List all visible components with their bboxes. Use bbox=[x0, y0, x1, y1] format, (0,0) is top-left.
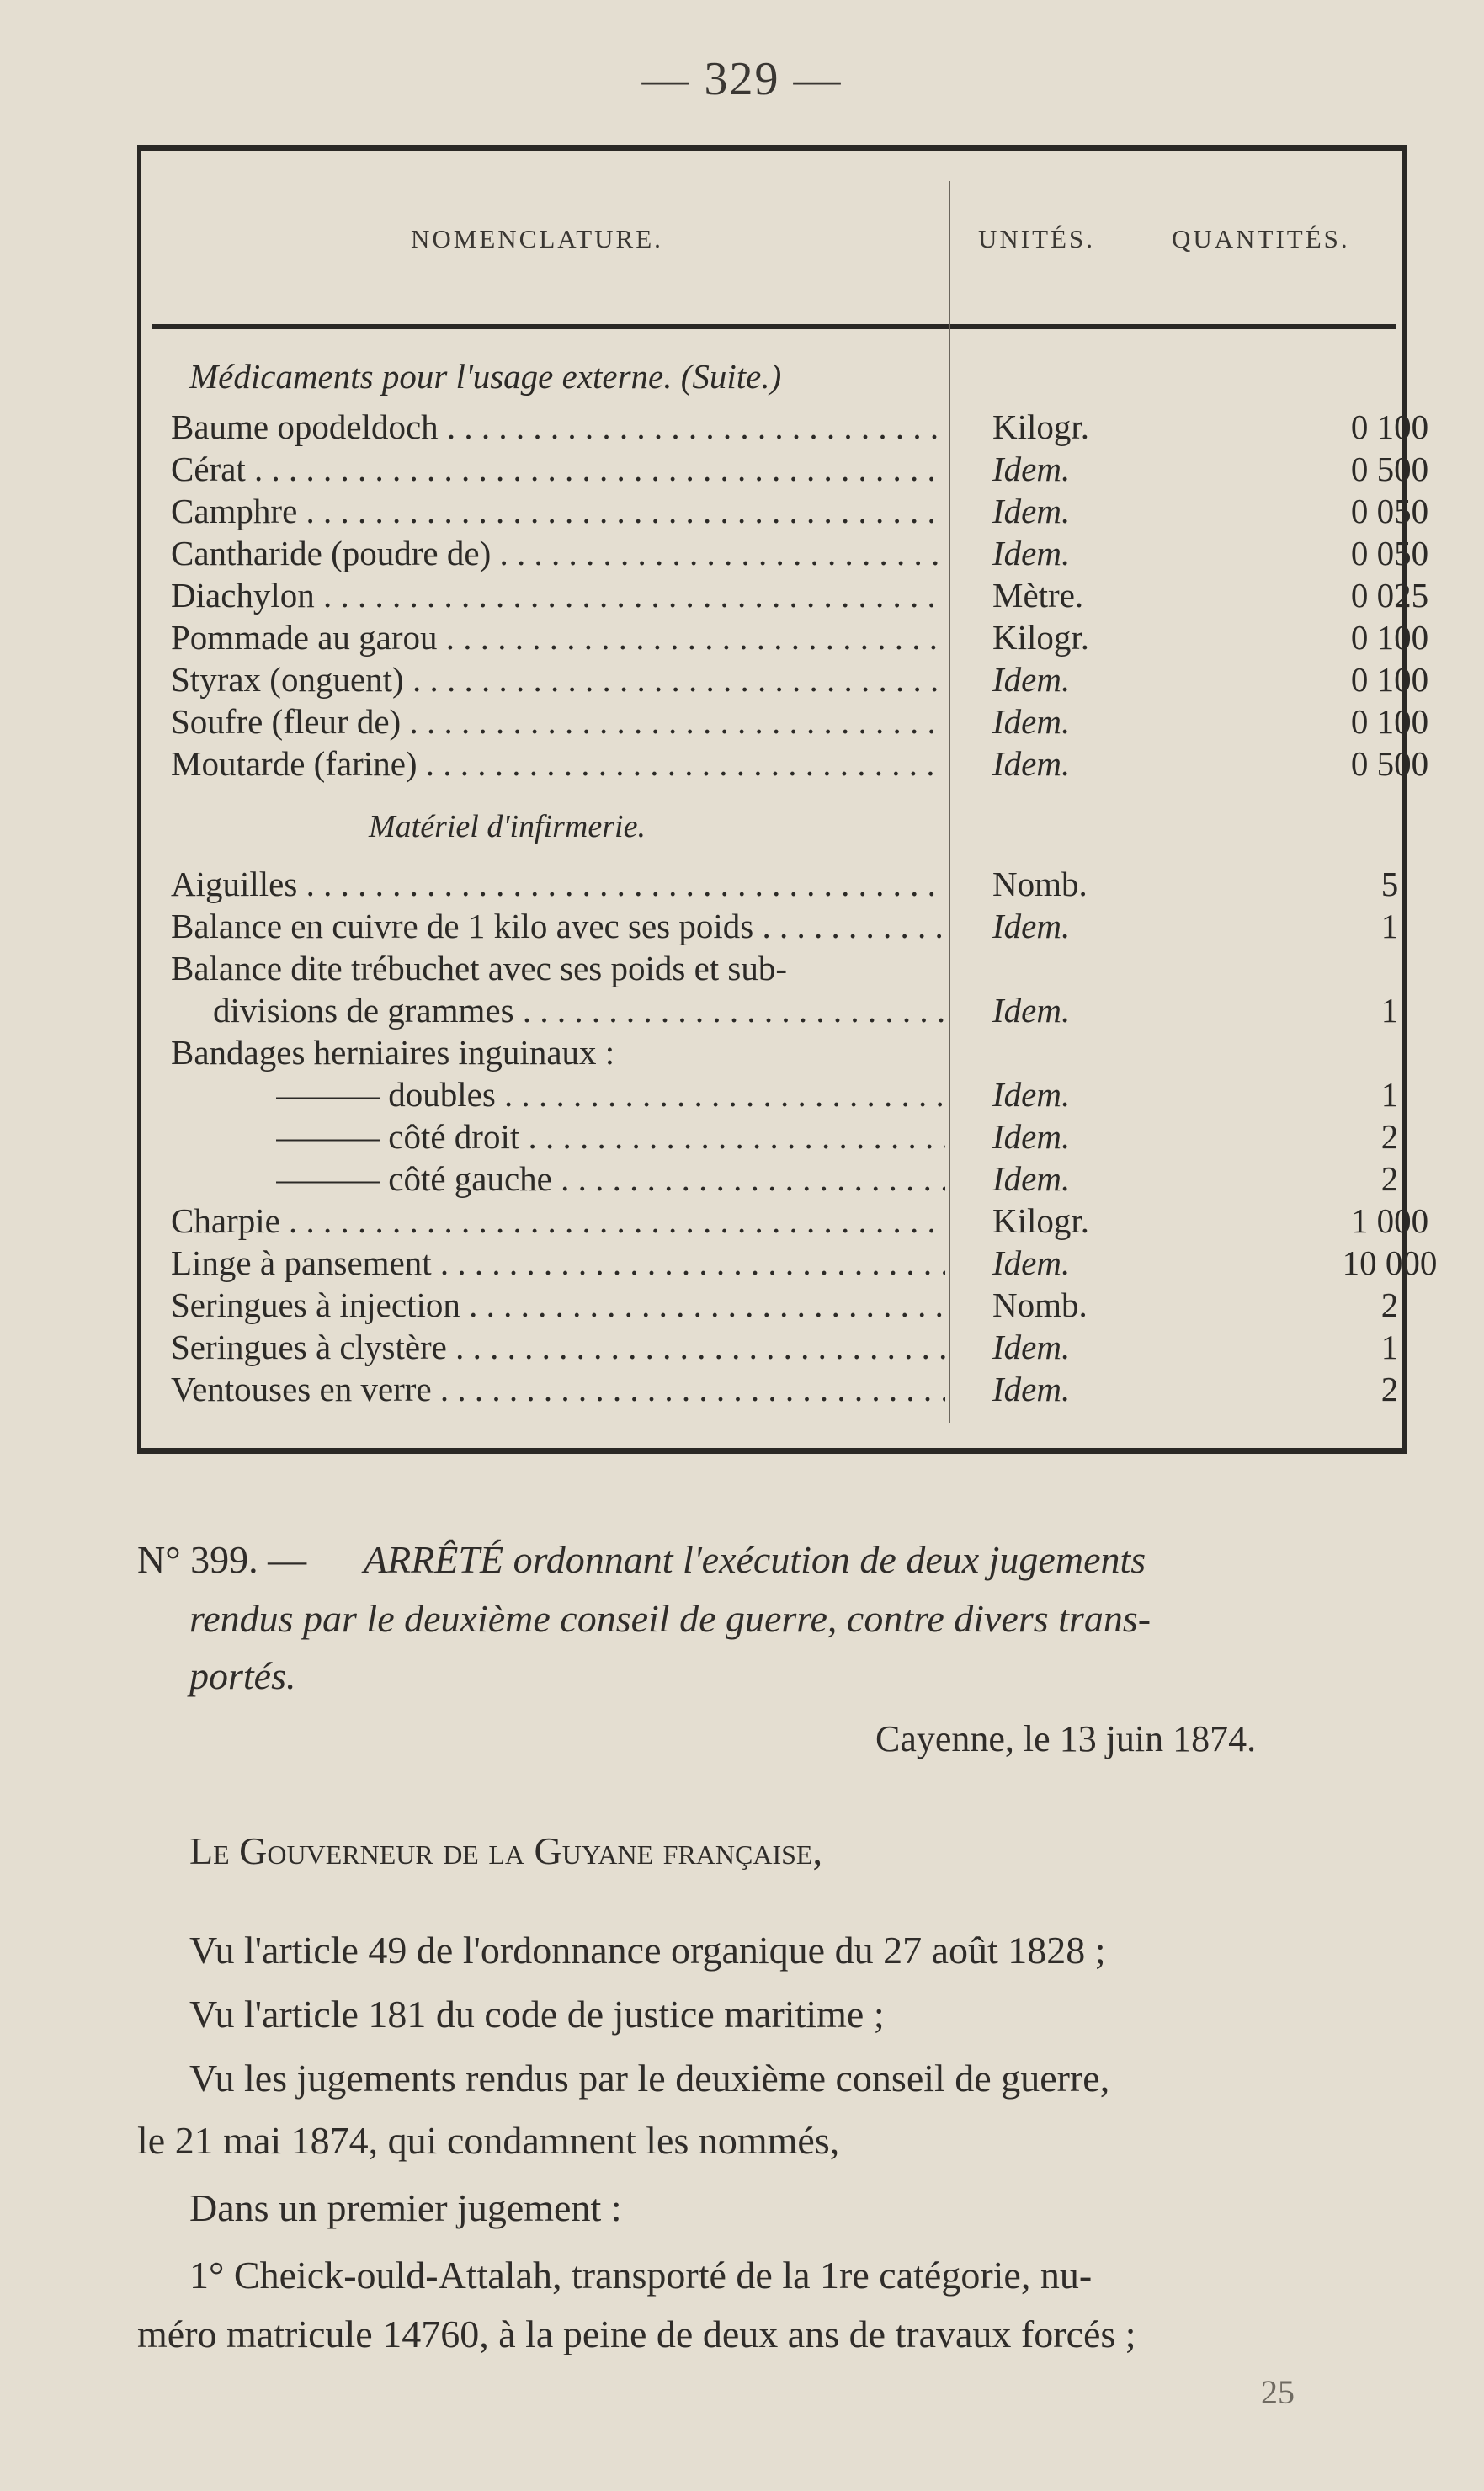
arrete-number: N° 399. — bbox=[137, 1538, 307, 1581]
paragraph: Dans un premier jugement : bbox=[189, 2186, 622, 2229]
header-nomenclature: NOMENCLATURE. bbox=[411, 224, 663, 253]
table-row: Balance dite trébuchet avec ses poids et sub- bbox=[171, 949, 788, 987]
table-row: Linge à pansement . . . Idem. 10 000 bbox=[171, 1242, 1375, 1284]
table-row: ——— côté droit . . . Idem. 2 bbox=[171, 1115, 1375, 1158]
signature-mark: 25 bbox=[1261, 2373, 1295, 2411]
section-materiel: Matériel d'infirmerie. bbox=[369, 809, 646, 844]
header-unites: UNITÉS. bbox=[978, 224, 1095, 253]
arrete-title-line-2: rendus par le deuxième conseil de guerre, contre divers trans- bbox=[189, 1597, 1152, 1640]
table-row: Ventouses en verre . . . Idem. 2 bbox=[171, 1368, 1375, 1410]
paragraph: le 21 mai 1874, qui condamnent les nommés, bbox=[137, 2119, 840, 2162]
dateline: Cayenne, le 13 juin 1874. bbox=[875, 1718, 1257, 1759]
table-row: Pommade au garou . . . Kilogr. 0 100 bbox=[171, 616, 1375, 658]
header-quantites: QUANTITÉS. bbox=[1172, 224, 1350, 253]
paragraph: Vu les jugements rendus par le deuxième conseil de guerre, bbox=[189, 2057, 1110, 2100]
table-row: Cérat . . . Idem. 0 500 bbox=[171, 448, 1375, 490]
table-row: Seringues à clystère . . . Idem. 1 bbox=[171, 1326, 1375, 1368]
page-number: — 329 — bbox=[641, 53, 843, 105]
table-row: Diachylon . . . Mètre. 0 025 bbox=[171, 574, 1375, 616]
table-row: Camphre . . . Idem. 0 050 bbox=[171, 490, 1375, 532]
table-row: ——— doubles . . . Idem. 1 bbox=[171, 1073, 1375, 1115]
table-row: Charpie . . . Kilogr. 1 000 bbox=[171, 1200, 1375, 1242]
table-row: Baume opodeldoch . . . Kilogr. 0 100 bbox=[171, 406, 1375, 448]
table-row: Bandages herniaires inguinaux : bbox=[171, 1033, 615, 1072]
section-medicaments: Médicaments pour l'usage externe. (Suite.) bbox=[189, 357, 782, 396]
table-row: Aiguilles . . . Nomb. 5 bbox=[171, 863, 1375, 905]
paragraph: 1° Cheick-ould-Attalah, transporté de la 1re catégorie, nu- bbox=[189, 2254, 1093, 2297]
table-row: Cantharide (poudre de) . . . Idem. 0 050 bbox=[171, 532, 1375, 574]
table-row: Seringues à injection . . . Nomb. 2 bbox=[171, 1284, 1375, 1326]
arrete-title-line-1: ARRÊTÉ ordonnant l'exécution de deux jugements bbox=[364, 1538, 1146, 1581]
header-rule bbox=[152, 324, 1396, 329]
table-row: Balance en cuivre de 1 kilo avec ses poids . . . Idem. 1 bbox=[171, 905, 1375, 947]
table-row: Styrax (onguent) . . . Idem. 0 100 bbox=[171, 658, 1375, 700]
paragraph: méro matricule 14760, à la peine de deux ans de travaux forcés ; bbox=[137, 2313, 1136, 2355]
table-row: divisions de grammes . . . Idem. 1 bbox=[171, 989, 1375, 1031]
paragraph: Vu l'article 49 de l'ordonnance organique du 27 août 1828 ; bbox=[189, 1929, 1106, 1972]
governor-heading: Le Gouverneur de la Guyane française, bbox=[189, 1829, 822, 1872]
arrete-title-line-3: portés. bbox=[189, 1654, 296, 1697]
paragraph: Vu l'article 181 du code de justice maritime ; bbox=[189, 1993, 885, 2036]
table-row: Moutarde (farine) . . . Idem. 0 500 bbox=[171, 743, 1375, 785]
table-row: Soufre (fleur de) . . . Idem. 0 100 bbox=[171, 700, 1375, 743]
table-row: ——— côté gauche . . . Idem. 2 bbox=[171, 1158, 1375, 1200]
